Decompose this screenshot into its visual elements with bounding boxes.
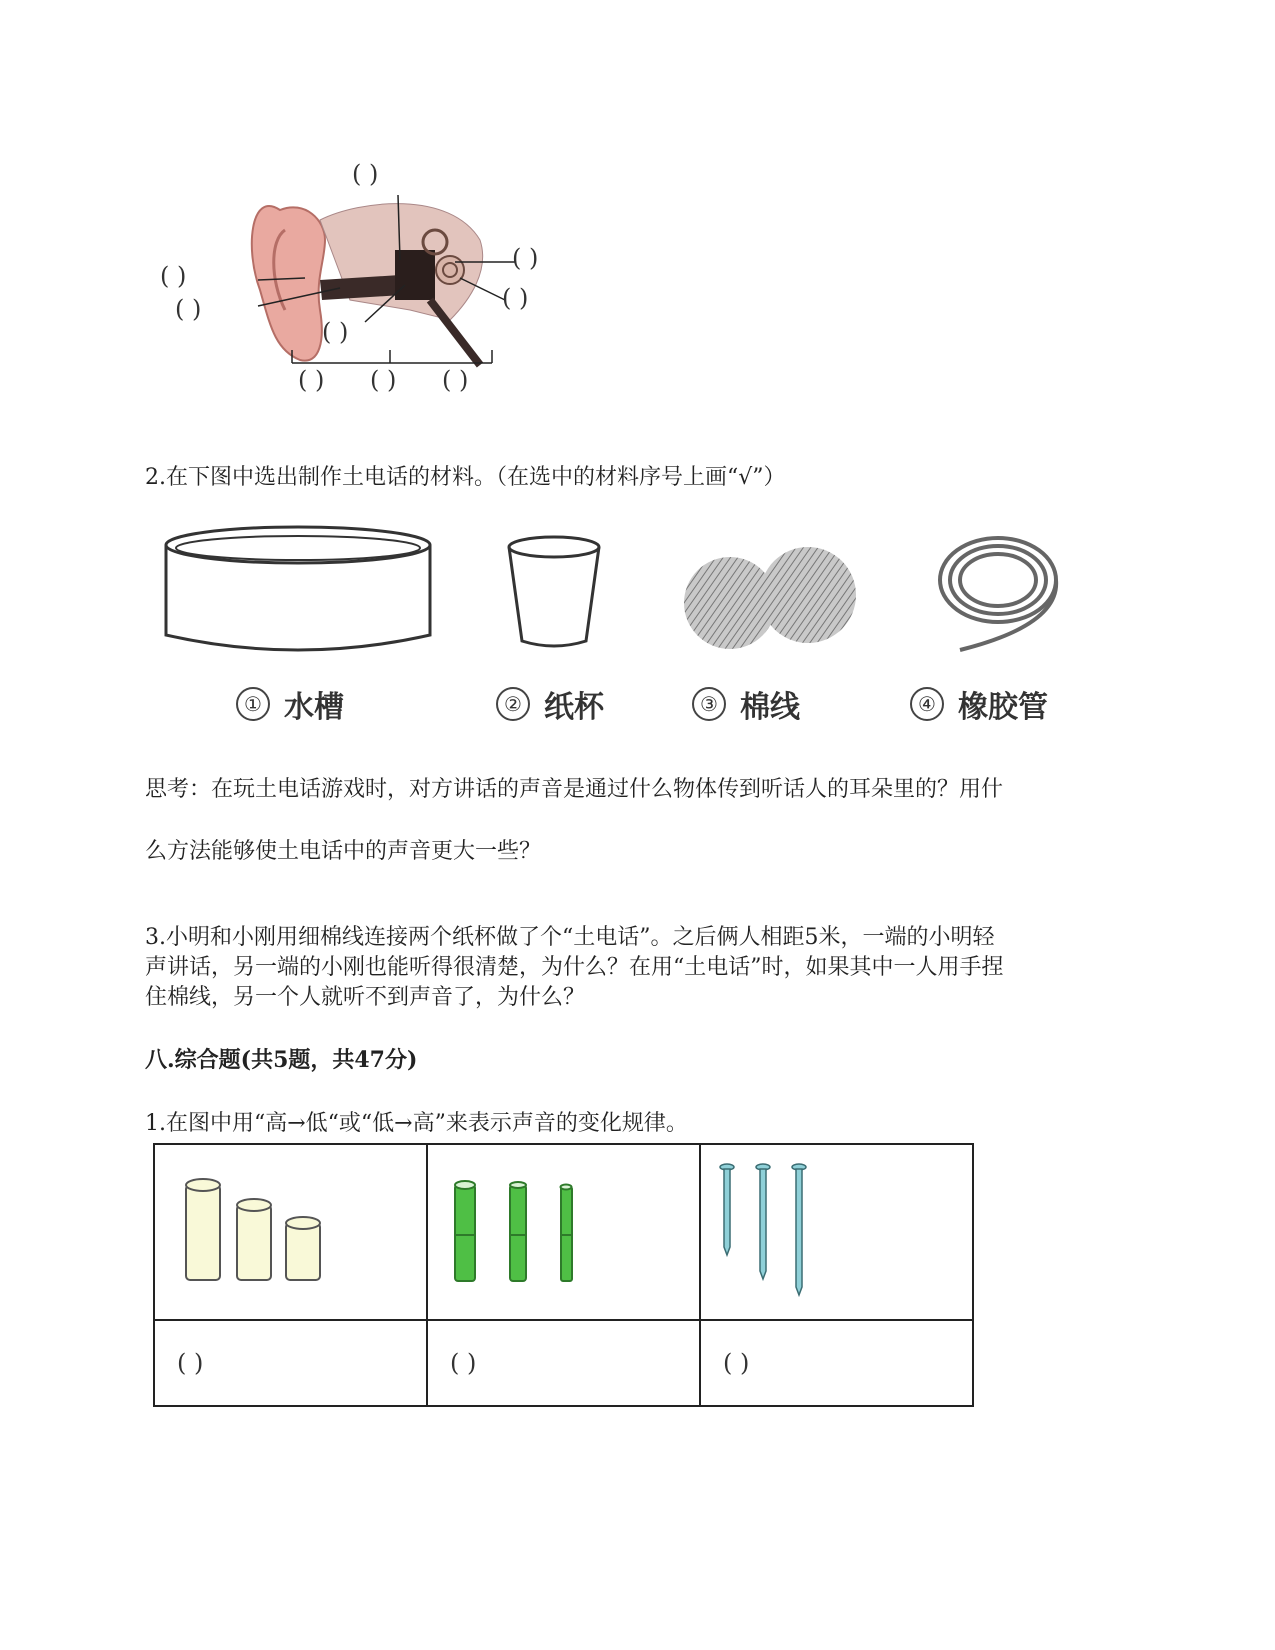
question-3-line-2: 声讲话，另一端的小刚也能听得很清楚，为什么？在用“土电话”时，如果其中一人用手捏 xyxy=(145,955,1004,980)
material-4-label: 橡胶管 xyxy=(958,690,1048,725)
answer-blank-2: ( ) xyxy=(450,1349,477,1377)
cell-bamboo xyxy=(427,1144,700,1320)
think-line-2: 么方法能够使土电话中的声音更大一些？ xyxy=(145,839,542,864)
sound-pattern-table xyxy=(153,1143,974,1407)
ear-label-right-upper: ( ) xyxy=(512,244,539,272)
material-2-number: ② xyxy=(496,687,530,721)
ear-label-bottom-3: ( ) xyxy=(442,366,469,394)
answer-cell-1[interactable] xyxy=(154,1320,427,1406)
material-4-caption xyxy=(910,682,1048,726)
think-line-1: 思考：在玩土电话游戏时，对方讲话的声音是通过什么物体传到听话人的耳朵里的？用什 xyxy=(145,777,1004,802)
material-1-caption xyxy=(236,682,344,726)
material-3-number: ③ xyxy=(692,687,726,721)
ear-label-bottom-1: ( ) xyxy=(298,366,325,394)
section-8-heading: 八.综合题(共5题，共47分) xyxy=(145,1047,418,1073)
material-cotton-thread-image xyxy=(680,545,865,654)
material-3-label: 棉线 xyxy=(740,690,800,725)
cylinders-image xyxy=(155,1145,426,1315)
material-rubber-tube-image xyxy=(930,530,1070,664)
question-3-line-1: 3.小明和小刚用细棉线连接两个纸杯做了个“土电话”。之后俩人相距5米，一端的小明轻 xyxy=(145,925,995,950)
material-1-number: ① xyxy=(236,687,270,721)
ear-label-bottom-2: ( ) xyxy=(370,366,397,394)
answer-blank-3: ( ) xyxy=(723,1349,750,1377)
cell-cylinders xyxy=(154,1144,427,1320)
section-8-question-1: 1.在图中用“高→低“或“低→高”来表示声音的变化规律。 xyxy=(145,1111,688,1136)
nails-image xyxy=(701,1145,972,1315)
material-2-caption xyxy=(496,682,604,726)
bamboo-image xyxy=(428,1145,699,1315)
material-3-caption xyxy=(692,682,800,726)
ear-label-right-lower: ( ) xyxy=(502,284,529,312)
answer-cell-3[interactable] xyxy=(700,1320,973,1406)
ear-label-top: ( ) xyxy=(352,160,379,188)
answer-cell-2[interactable] xyxy=(427,1320,700,1406)
answer-blank-1: ( ) xyxy=(177,1349,204,1377)
ear-label-middle: ( ) xyxy=(322,318,349,346)
question-3-line-3: 住棉线，另一个人就听不到声音了，为什么？ xyxy=(145,985,586,1010)
material-2-label: 纸杯 xyxy=(544,690,604,725)
material-sink-image xyxy=(160,520,440,669)
cell-nails xyxy=(700,1144,973,1320)
ear-label-left-upper: ( ) xyxy=(160,262,187,290)
question-2: 2.在下图中选出制作土电话的材料。（在选中的材料序号上画“√”） xyxy=(145,465,786,490)
material-1-label: 水槽 xyxy=(284,690,344,725)
material-4-number: ④ xyxy=(910,687,944,721)
material-paper-cup-image xyxy=(500,533,610,657)
ear-label-left-lower: ( ) xyxy=(175,295,202,323)
